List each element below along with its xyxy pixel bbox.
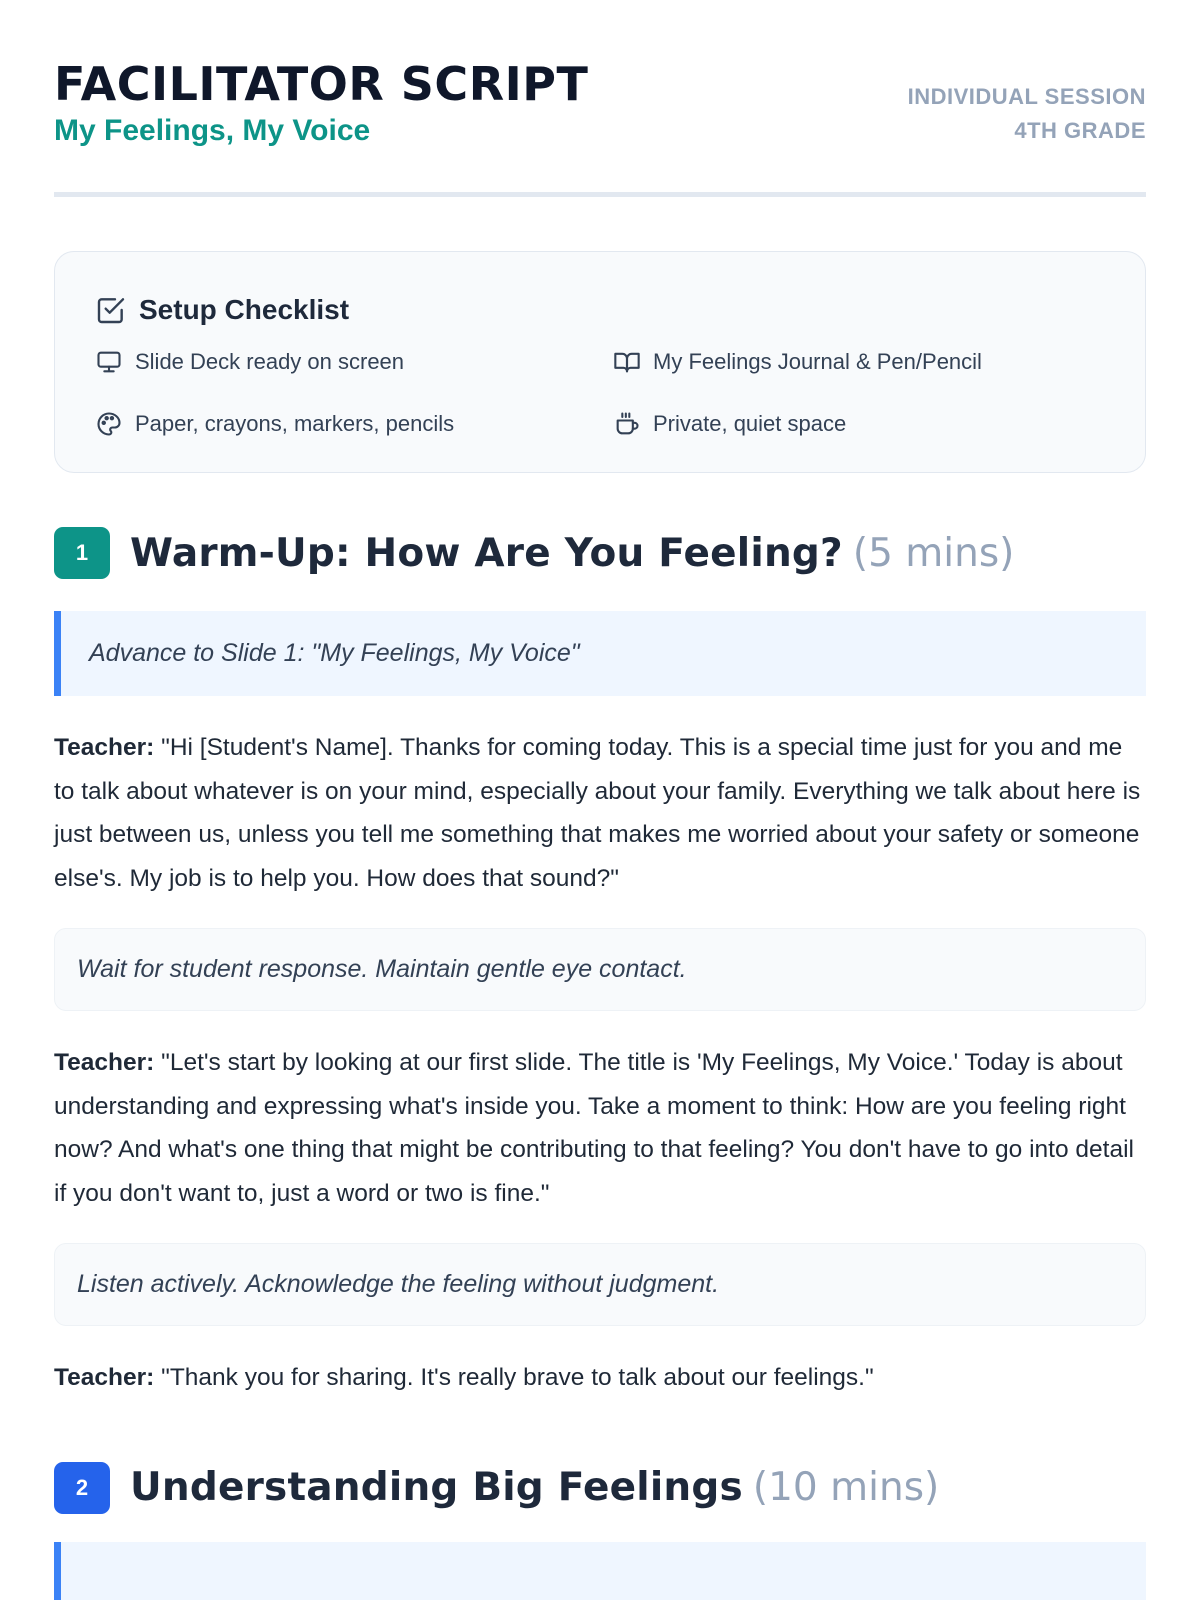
section-title: Understanding Big Feelings [130, 1465, 743, 1510]
checklist-title: Setup Checklist [139, 294, 350, 325]
checklist-item [613, 348, 1105, 376]
checklist-item-label: Private, quiet space [653, 411, 847, 436]
section-heading [130, 531, 1014, 576]
section-understanding-big-feelings [54, 1462, 1146, 1600]
section-duration: (10 mins) [752, 1465, 940, 1510]
facilitator-cue: Listen actively. Acknowledge the feeling without judgment. [54, 1243, 1146, 1326]
checkbox-icon [95, 294, 127, 326]
teacher-line [54, 726, 1146, 900]
section-header [54, 527, 1146, 579]
document-subtitle: My Feelings, My Voice [54, 114, 371, 147]
facilitator-cue: Wait for student response. Maintain gentle eye contact. [54, 928, 1146, 1011]
section-number-badge: 2 [54, 1462, 110, 1514]
checklist-item-label: Paper, crayons, markers, pencils [135, 411, 455, 436]
teacher-dialogue: "Hi [Student's Name]. Thanks for coming today. This is a special time just for you and me to talk about whatever is on your mind, especially about your family. Everything we talk about here is just between us, unless you tell me something that makes me worried about your safety or someone else's. My job is to help you. How does that sound?" [54, 734, 1141, 892]
teacher-line [54, 1356, 1146, 1400]
slide-instruction [54, 1542, 1146, 1600]
checklist-item [613, 410, 1105, 438]
slide-instruction: Advance to Slide 1: "My Feelings, My Voice" [54, 611, 1146, 696]
checklist-item-label: Slide Deck ready on screen [135, 349, 405, 374]
title-block [54, 56, 588, 148]
speaker-label: Teacher: [54, 734, 155, 761]
setup-checklist-card [54, 251, 1146, 473]
monitor-icon [95, 348, 123, 376]
coffee-cup-icon [613, 410, 641, 438]
section-number-badge: 1 [54, 527, 110, 579]
book-open-icon [613, 348, 641, 376]
session-meta [908, 80, 1146, 148]
speaker-label: Teacher: [54, 1049, 155, 1076]
checklist-item-label: My Feelings Journal & Pen/Pencil [653, 349, 982, 374]
section-warm-up [54, 527, 1146, 1400]
section-heading [130, 1465, 939, 1510]
speaker-label: Teacher: [54, 1364, 155, 1391]
section-header [54, 1462, 1146, 1514]
teacher-dialogue: "Let's start by looking at our first slide. The title is 'My Feelings, My Voice.' Today is about understanding and expressing what's inside you. Take a moment to think: How are you feeling right now? And what's one thing that might be contributing to that feeling? You don't have to go into detail if you don't want to, just a word or two is fine." [54, 1049, 1134, 1207]
section-title: Warm-Up: How Are You Feeling? [130, 530, 843, 576]
grade-level: 4TH GRADE [1014, 118, 1146, 143]
session-type: INDIVIDUAL SESSION [907, 84, 1146, 109]
checklist-item [95, 410, 613, 438]
teacher-line [54, 1041, 1146, 1215]
checklist-header [95, 294, 1105, 326]
checklist-items [95, 348, 1105, 438]
teacher-dialogue: "Thank you for sharing. It's really brave to talk about our feelings." [161, 1364, 874, 1391]
section-duration: (5 mins) [852, 530, 1015, 576]
checklist-item [95, 348, 613, 376]
page-header [54, 56, 1146, 197]
palette-icon [95, 410, 123, 438]
document-title: FACILITATOR SCRIPT [54, 57, 589, 111]
